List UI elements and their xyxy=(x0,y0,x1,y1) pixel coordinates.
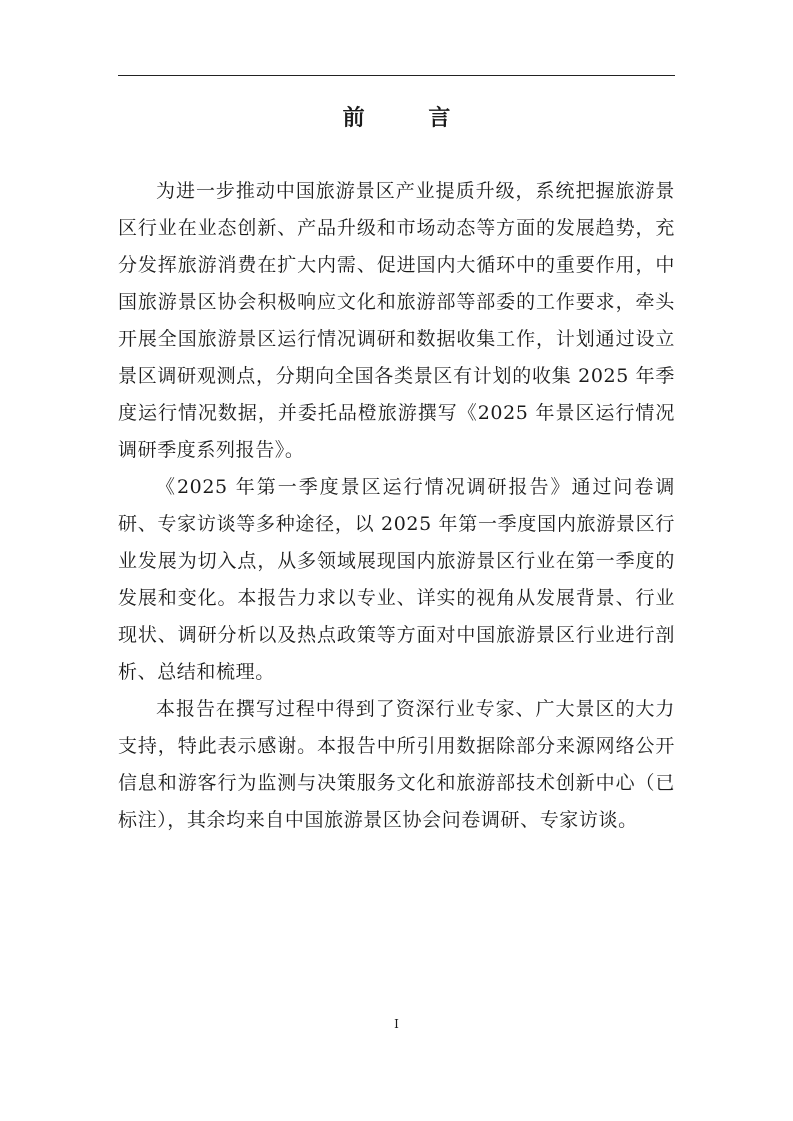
page-title: 前 言 xyxy=(342,105,479,131)
body-text xyxy=(118,173,675,839)
paragraph-2: 《2025 年第一季度景区运行情况调研报告》通过问卷调研、专家访谈等多种途径，以 2025 年第一季度国内旅游景区行业发展为切入点，从多领域展现国内旅游景区行业在第一季度的发展和变化。本报告力求以专业、详实的视角从发展背景、行业现状、调研分析以及热点政策等方面对中国旅游景区行业进行剖析、总结和梳理。 xyxy=(118,476,675,683)
paragraph-3: 本报告在撰写过程中得到了资深行业专家、广大景区的大力支持，特此表示感谢。本报告中所引用数据除部分来源网络公开信息和游客行为监测与决策服务文化和旅游部技术创新中心（已标注），其余均来自中国旅游景区协会问卷调研、专家访谈。 xyxy=(118,698,675,831)
paragraph-1: 为进一步推动中国旅游景区产业提质升级，系统把握旅游景区行业在业态创新、产品升级和市场动态等方面的发展趋势，充分发挥旅游消费在扩大内需、促进国内大循环中的重要作用，中国旅游景区协会积极响应文化和旅游部等部委的工作要求，牵头开展全国旅游景区运行情况调研和数据收集工作，计划通过设立景区调研观测点，分期向全国各类景区有计划的收集 2025 年季度运行情况数据，并委托品橙旅游撰写《2025 年景区运行情况调研季度系列报告》。 xyxy=(118,180,675,461)
page-number: I xyxy=(394,1017,399,1031)
header-rule xyxy=(118,75,675,76)
